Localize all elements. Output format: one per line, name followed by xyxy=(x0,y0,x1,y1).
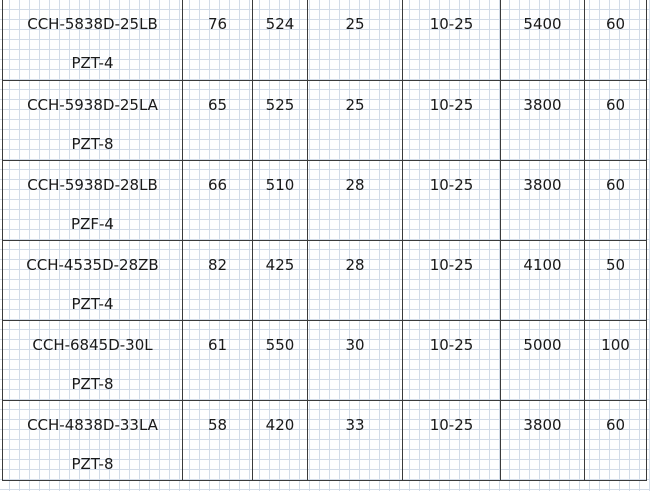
material-code: PZT-4 xyxy=(71,54,114,72)
value-col-1-cell xyxy=(183,400,253,480)
value-col-6-cell xyxy=(585,160,647,240)
value-col-2-value: 525 xyxy=(265,95,295,114)
value-col-1-cell xyxy=(183,320,253,400)
table-row xyxy=(3,0,647,80)
value-col-4-cell xyxy=(403,0,501,80)
value-col-5-cell xyxy=(501,80,585,160)
value-col-1-value: 58 xyxy=(207,415,228,434)
value-col-2-value: 425 xyxy=(265,255,295,274)
value-col-2-cell xyxy=(253,80,308,160)
value-col-2-cell xyxy=(253,240,308,320)
table-row xyxy=(3,80,647,160)
value-col-2-value: 524 xyxy=(265,15,295,33)
model-cell xyxy=(3,240,183,320)
table-row xyxy=(3,160,647,240)
value-col-2-value: 550 xyxy=(265,335,295,354)
value-col-5-value: 4100 xyxy=(523,255,562,274)
model-cell xyxy=(3,320,183,400)
value-col-5-cell xyxy=(501,160,585,240)
value-col-2-value: 510 xyxy=(265,175,295,194)
value-col-6-value: 60 xyxy=(605,415,626,434)
value-col-3-cell xyxy=(308,0,403,80)
value-col-1-cell xyxy=(183,160,253,240)
value-col-6-cell xyxy=(585,0,647,80)
value-col-6-cell xyxy=(585,80,647,160)
model-cell xyxy=(3,400,183,480)
value-col-6-cell xyxy=(585,320,647,400)
value-col-2-cell xyxy=(253,320,308,400)
value-col-4-cell xyxy=(403,320,501,400)
value-col-5-value: 3800 xyxy=(523,95,562,114)
model-number: CCH-5938D-25LA xyxy=(27,95,158,114)
value-col-5-value: 3800 xyxy=(523,415,562,434)
value-col-3-value: 25 xyxy=(345,15,365,33)
material-code: PZT-8 xyxy=(71,374,114,393)
value-col-3-value: 25 xyxy=(345,95,365,114)
value-col-5-value: 3800 xyxy=(523,175,562,194)
value-col-1-value: 61 xyxy=(207,335,228,354)
value-col-3-value: 28 xyxy=(345,175,365,194)
value-col-1-cell xyxy=(183,240,253,320)
value-col-3-value: 30 xyxy=(345,335,365,354)
value-col-5-value: 5000 xyxy=(523,335,562,354)
value-col-2-cell xyxy=(253,400,308,480)
value-col-6-value: 50 xyxy=(605,255,626,274)
value-col-1-value: 76 xyxy=(207,15,228,33)
value-col-4-cell xyxy=(403,240,501,320)
value-col-4-value: 10-25 xyxy=(429,175,474,194)
model-number: CCH-4535D-28ZB xyxy=(26,255,159,274)
value-col-4-value: 10-25 xyxy=(429,255,474,274)
value-col-6-value: 60 xyxy=(605,95,626,114)
value-col-3-value: 28 xyxy=(345,255,365,274)
value-col-4-cell xyxy=(403,400,501,480)
value-col-2-cell xyxy=(253,0,308,80)
value-col-5-value: 5400 xyxy=(523,15,562,33)
table-row xyxy=(3,320,647,400)
value-col-4-value: 10-25 xyxy=(429,335,474,354)
value-col-3-value: 33 xyxy=(345,415,365,434)
value-col-2-value: 420 xyxy=(265,415,295,434)
value-col-5-cell xyxy=(501,320,585,400)
value-col-4-cell xyxy=(403,160,501,240)
value-col-6-cell xyxy=(585,400,647,480)
value-col-5-cell xyxy=(501,400,585,480)
material-code: PZT-4 xyxy=(71,294,114,313)
model-number: CCH-5838D-25LB xyxy=(27,15,158,33)
model-cell xyxy=(3,80,183,160)
value-col-6-value: 100 xyxy=(601,335,630,354)
value-col-4-value: 10-25 xyxy=(429,415,474,434)
value-col-3-cell xyxy=(308,240,403,320)
value-col-1-value: 65 xyxy=(207,95,228,114)
material-code: PZT-8 xyxy=(71,134,114,153)
material-code: PZF-4 xyxy=(71,214,114,233)
value-col-3-cell xyxy=(308,400,403,480)
value-col-6-value: 60 xyxy=(605,175,626,194)
specification-table xyxy=(2,0,647,481)
table-row xyxy=(3,400,647,480)
value-col-3-cell xyxy=(308,320,403,400)
model-number: CCH-5938D-28LB xyxy=(27,175,158,194)
value-col-1-value: 66 xyxy=(207,175,228,194)
value-col-1-cell xyxy=(183,0,253,80)
value-col-5-cell xyxy=(501,0,585,80)
value-col-1-value: 82 xyxy=(207,255,228,274)
value-col-2-cell xyxy=(253,160,308,240)
model-number: CCH-6845D-30L xyxy=(32,335,153,354)
value-col-6-cell xyxy=(585,240,647,320)
value-col-4-value: 10-25 xyxy=(429,95,474,114)
value-col-4-cell xyxy=(403,80,501,160)
value-col-3-cell xyxy=(308,160,403,240)
table-row xyxy=(3,240,647,320)
value-col-1-cell xyxy=(183,80,253,160)
value-col-5-cell xyxy=(501,240,585,320)
material-code: PZT-8 xyxy=(71,454,114,473)
model-cell xyxy=(3,160,183,240)
model-cell xyxy=(3,0,183,80)
value-col-6-value: 60 xyxy=(605,15,626,33)
model-number: CCH-4838D-33LA xyxy=(27,415,158,434)
value-col-4-value: 10-25 xyxy=(429,15,474,33)
value-col-3-cell xyxy=(308,80,403,160)
